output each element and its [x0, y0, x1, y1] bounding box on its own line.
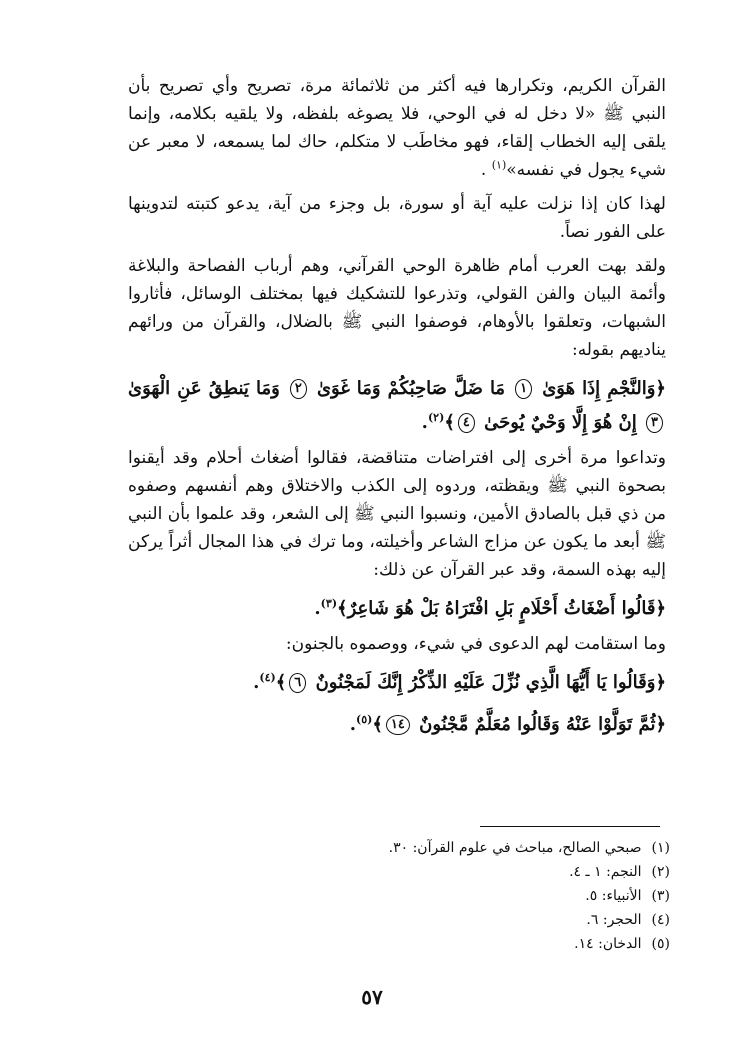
page-body — [128, 72, 666, 746]
footnotes — [300, 836, 670, 956]
footnote-3: (٣)الأنبياء: ٥. — [585, 888, 670, 904]
footnote-separator — [480, 826, 660, 827]
footnote-4: (٤)الحجر: ٦. — [586, 912, 670, 928]
paragraph-3: ولقد بهت العرب أمام ظاهرة الوحي القرآني، وهم أرباب الفصاحة والبلاغة وأئمة البيان والفن القولي، وتذرعوا للتشكيك فيها بمختلف الوسائل، فأثاروا الشبهات، وتعلقوا بالأوهام، فوصفوا النبي ﷺ بالضلال، والقرآن من ورائهم يناديهم بقوله: — [128, 256, 666, 360]
footnote-ref-1: (١) — [491, 158, 507, 172]
paragraph-4: وتداعوا مرة أخرى إلى افتراضات متناقضة، فقالوا أضغاث أحلام وقد أيقنوا بصحوة النبي ﷺ ويقظته، وردوه إلى الكذب والاختلاق وهم أنفسهم وصفوه من ذي قبل بالصادق الأمين، ونسبوا النبي ﷺ إلى الشعر، وقد علموا بأن النبي ﷺ أبعد ما يكون عن مزاج الشاعر وأخيلته، وما ترك في هذا المجال أثراً يركن إليه بهذه السمة، وقد عبر القرآن عن ذلك: — [128, 448, 666, 580]
footnote-ref-3: (٣) — [320, 597, 338, 610]
footnote-ref-2: (٢) — [427, 411, 445, 424]
ayah-number: ٤ — [458, 413, 475, 433]
quran-verse-anbiya: ﴿قَالُوا أَضْغَاثُ أَحْلَامٍ بَلِ افْتَرَاهُ بَلْ هُوَ شَاعِرٌ﴾$^{(٣)}$. — [314, 597, 666, 619]
ayah-number: ٣ — [646, 413, 663, 433]
quran-verse-najm: ﴿وَالنَّجْمِ إِذَا هَوَىٰ ١ مَا ضَلَّ صَاحِبُكُمْ وَمَا غَوَىٰ ٢ وَمَا يَنطِقُ عَنِ الْهَوَىٰ ٣ إِنْ هُوَ إِلَّا وَحْيٌ يُوحَىٰ ٤﴾$^{(٢)}$. — [128, 378, 666, 433]
paragraph-5: وما استقامت لهم الدعوى في شيء، ووصموه بالجنون: — [285, 634, 666, 654]
paragraph-2: لهذا كان إذا نزلت عليه آية أو سورة، بل وجزء من آية، يدعو كتبته لتدوينها على الفور نصاً. — [128, 194, 666, 242]
ayah-number: ٢ — [290, 379, 307, 399]
footnote-ref-4: (٤) — [259, 671, 276, 684]
ayah-number: ١٤ — [386, 715, 410, 735]
paragraph-1: القرآن الكريم، وتكرارها فيه أكثر من ثلاثمائة مرة، تصريح وأي تصريح بأن النبي ﷺ «لا دخل له في الوحي، فلا يصوغه بلفظه، ولا يلقيه بكلامه، وإنما يلقى إليه الخطاب إلقاء، فهو مخاطَب لا متكلم، حاك لما يسمعه، لا معبر عن شيء يجول في نفسه»$^{(١)}$ . — [128, 76, 666, 180]
footnote-1: (١)صبحي الصالح، مباحث في علوم القرآن: ٣٠. — [388, 840, 670, 856]
quran-verse-dukhan: ﴿ثُمَّ تَوَلَّوْا عَنْهُ وَقَالُوا مُعَلَّمٌ مَّجْنُونٌ ١٤﴾$^{(٥)}$. — [349, 713, 666, 735]
ayah-number: ٦ — [289, 673, 306, 693]
ayah-number: ١ — [515, 379, 532, 399]
footnote-2: (٢)النجم: ١ ـ ٤. — [569, 864, 670, 880]
footnote-ref-5: (٥) — [356, 713, 373, 726]
footnote-5: (٥)الدخان: ١٤. — [574, 936, 670, 952]
quran-verse-hijr: ﴿وَقَالُوا يَا أَيُّهَا الَّذِي نُزِّلَ عَلَيْهِ الذِّكْرُ إِنَّكَ لَمَجْنُونٌ ٦﴾$^{(٤)}$. — [253, 671, 666, 693]
page-number: ٥٧ — [361, 985, 383, 1009]
